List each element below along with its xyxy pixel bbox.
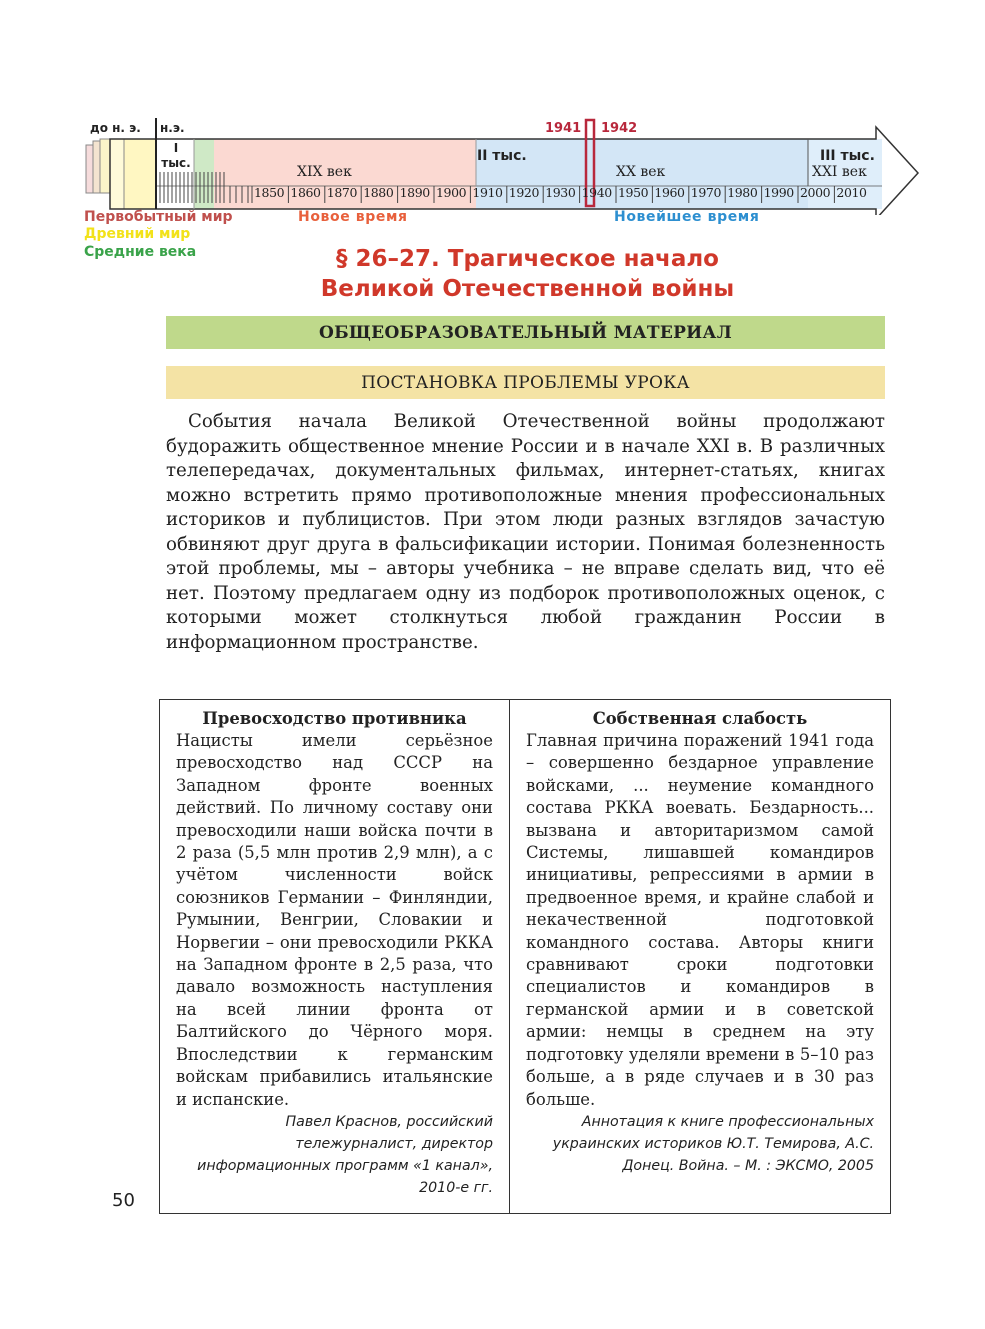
intro-paragraph [166, 410, 885, 655]
lesson-problem-label: ПОСТАНОВКА ПРОБЛЕМЫ УРОКА [361, 372, 690, 393]
timeline-decade-label: 1980 [727, 185, 758, 200]
right-column-source: Аннотация к книге профессиональных украинских историков Ю.Т. Темирова, А.С. Донец. Война. – М. : ЭКСМО, 2005 [552, 1113, 874, 1174]
timeline-decade-label: 1940 [581, 185, 612, 200]
page-title-line1: § 26–27. Трагическое начало [336, 246, 719, 272]
timeline-marker-1942: 1942 [601, 121, 638, 136]
timeline-decade-label: 1850 [254, 185, 285, 200]
lesson-problem-band [166, 366, 885, 399]
right-column [510, 700, 890, 1213]
timeline-decade-label: 1930 [545, 185, 576, 200]
era-ancient: Древний мир [84, 226, 191, 242]
timeline-second-millennium: II тыс. [477, 148, 527, 164]
timeline-century-19: XIX век [297, 164, 352, 180]
timeline-decade-label: 1970 [690, 185, 722, 200]
timeline-decade-label: 2010 [836, 185, 867, 200]
timeline-decade-label: 1950 [618, 185, 649, 200]
left-column-heading: Превосходство противника [202, 709, 467, 728]
timeline-third-millennium: III тыс. [820, 148, 875, 164]
timeline-decade-label: 1910 [472, 185, 503, 200]
left-column-source: Павел Краснов, российский тележурналист, директор информационных программ «1 канал», 2010-е гг. [197, 1113, 493, 1196]
timeline-first-millennium: I тыс. [161, 141, 191, 170]
comparison-table [159, 699, 891, 1214]
timeline-marker-1941: 1941 [545, 121, 582, 136]
timeline-decade-label: 1900 [436, 185, 467, 200]
timeline-bc-label: до н. э. [90, 121, 141, 135]
general-material-label: ОБЩЕОБРАЗОВАТЕЛЬНЫЙ МАТЕРИАЛ [318, 322, 733, 343]
timeline-decade-label: 1870 [326, 185, 358, 200]
era-medieval: Средние века [84, 244, 197, 260]
intro-text: События начала Великой Отечественной войны продолжают будоражить общественное мнение России и в начале XXI в. В различных телепередачах, документальных фильмах, интернет-статьях, книгах можно встретить прямо противоположные мнения профессиональных историков и публицистов. При этом люди разных взглядов зачастую обвиняют друг друга в фальсификации истории. Понимая болезненность этой проблемы, мы – авторы учебника – не вправе сделать вид, что её нет. Поэтому предлагаем одну из подборок противоположных оценок, с которыми может столкнуться любой гражданин России в информационном пространстве. [166, 411, 885, 653]
left-column-body: Нацисты имели серьёзное превосходство над СССР на Западном фронте военных действий. По личному составу они превосходили наши войска почти в 2 раза (5,5 млн против 2,9 млн), а с учётом численности войск союзников Германии – Финляндии, Румынии, Венгрии, Словакии и Норвегии – они превосходили РККА на Западном фронте в 2,5 раза, что давало возможность наступления на всей линии фронта от Балтийского до Чёрного моря. Впоследствии к германским войскам прибавились итальянские и испанские. [176, 731, 493, 1109]
timeline-decade-label: 1890 [399, 185, 430, 200]
page-number: 50 [112, 1190, 135, 1211]
timeline-decade-label: 1920 [508, 185, 540, 200]
era-primitive: Первобытный мир [84, 209, 233, 225]
left-column [160, 700, 510, 1213]
timeline-century-20: XX век [616, 164, 666, 180]
timeline-decade-label: 1860 [290, 185, 321, 200]
timeline-decade-label: 1990 [763, 185, 794, 200]
era-contemporary: Новейшее время [614, 209, 760, 225]
timeline-decade-label: 1880 [363, 185, 394, 200]
right-column-heading: Собственная слабость [592, 709, 808, 728]
right-column-body: Главная причина поражений 1941 года – совершенно бездарное управление войсками, ... неумение командного состава РККА воевать. Бездарность... вызвана и авторитаризмом самой Системы, лишавшей командиров инициативы, репрессиями в армии в предвоенное время, и крайне слабой и некачественной подготовкой командного состава. Авторы книги сравнивают сроки подготовки специалистов и командиров в германской армии и в советской армии: немцы в среднем на эту подготовку уделяли времени в 5–10 раз больше, а в ряде случаев и в 30 раз больше. [526, 731, 874, 1109]
timeline-decade-label: 1960 [654, 185, 685, 200]
timeline [0, 0, 985, 215]
general-material-band [166, 316, 885, 349]
timeline-decade-label: 2000 [800, 185, 831, 200]
era-modern: Новое время [298, 209, 408, 225]
timeline-century-21: XXI век [812, 164, 867, 180]
timeline-ad-label: н.э. [160, 121, 185, 135]
page-title-line2: Великой Отечественной войны [320, 276, 735, 302]
